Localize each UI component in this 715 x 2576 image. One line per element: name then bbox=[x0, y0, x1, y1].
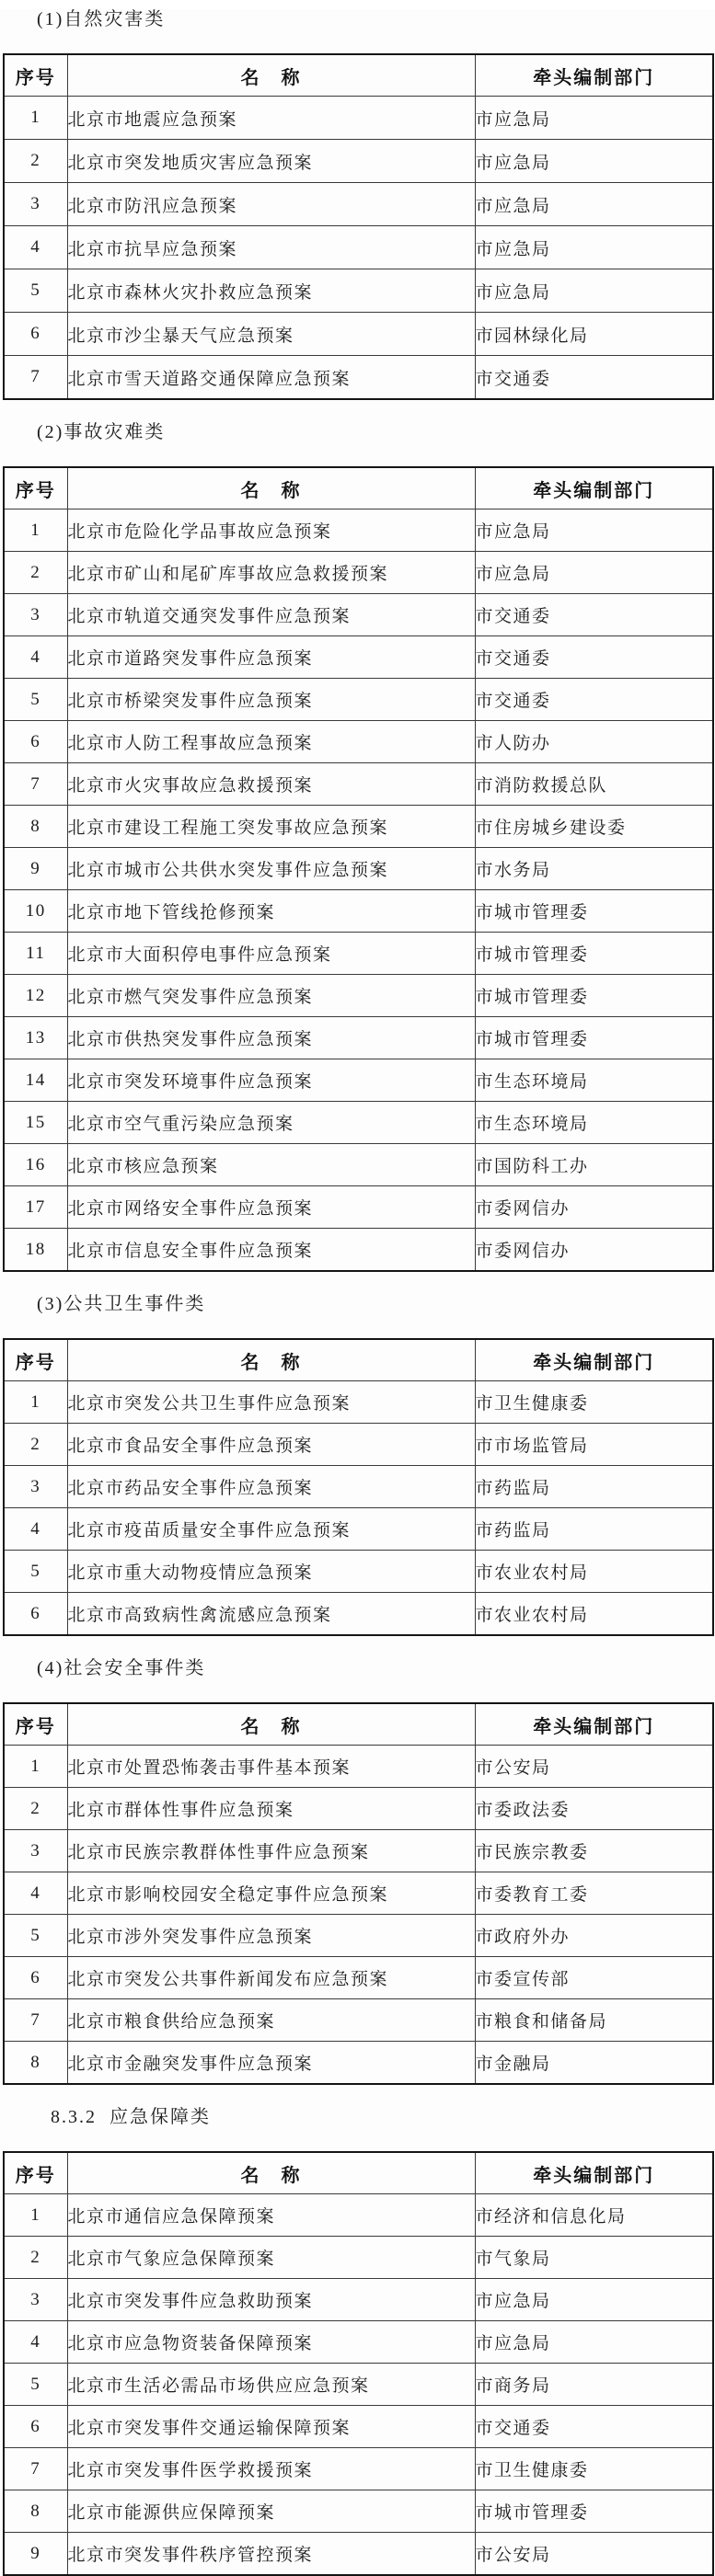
cell-plan-name: 北京市人防工程事故应急预案 bbox=[67, 721, 475, 763]
table-row bbox=[4, 2279, 713, 2321]
cell-department: 市委宣传部 bbox=[475, 1957, 713, 1999]
cell-plan-name: 北京市危险化学品事故应急预案 bbox=[67, 509, 475, 552]
section bbox=[0, 422, 715, 1272]
col-header-index: 序号 bbox=[4, 1703, 67, 1746]
cell-plan-name: 北京市生活必需品市场供应应急预案 bbox=[67, 2364, 475, 2406]
cell-index: 4 bbox=[4, 636, 67, 679]
table-row bbox=[4, 313, 713, 356]
table-header-row bbox=[4, 1703, 713, 1746]
cell-index: 6 bbox=[4, 721, 67, 763]
cell-plan-name: 北京市信息安全事件应急预案 bbox=[67, 1229, 475, 1272]
cell-plan-name: 北京市燃气突发事件应急预案 bbox=[67, 975, 475, 1017]
cell-plan-name: 北京市影响校园安全稳定事件应急预案 bbox=[67, 1872, 475, 1915]
cell-department: 市公安局 bbox=[475, 1746, 713, 1788]
cell-department: 市气象局 bbox=[475, 2237, 713, 2279]
cell-department: 市交通委 bbox=[475, 636, 713, 679]
cell-index: 1 bbox=[4, 97, 67, 140]
col-header-department: 牵头编制部门 bbox=[475, 1339, 713, 1381]
cell-plan-name: 北京市抗旱应急预案 bbox=[67, 226, 475, 269]
col-header-name: 名 称 bbox=[67, 467, 475, 509]
cell-index: 6 bbox=[4, 2406, 67, 2448]
cell-department: 市应急局 bbox=[475, 552, 713, 594]
cell-department: 市应急局 bbox=[475, 2279, 713, 2321]
cell-plan-name: 北京市大面积停电事件应急预案 bbox=[67, 933, 475, 975]
table-row bbox=[4, 97, 713, 140]
cell-department: 市民族宗教委 bbox=[475, 1830, 713, 1872]
cell-department: 市市场监管局 bbox=[475, 1424, 713, 1466]
cell-index: 5 bbox=[4, 1915, 67, 1957]
cell-department: 市公安局 bbox=[475, 2533, 713, 2576]
table-row bbox=[4, 1872, 713, 1915]
cell-index: 2 bbox=[4, 1788, 67, 1830]
table-row bbox=[4, 1144, 713, 1186]
table-row bbox=[4, 1059, 713, 1102]
cell-index: 12 bbox=[4, 975, 67, 1017]
cell-index: 5 bbox=[4, 1551, 67, 1593]
cell-plan-name: 北京市桥梁突发事件应急预案 bbox=[67, 679, 475, 721]
cell-plan-name: 北京市民族宗教群体性事件应急预案 bbox=[67, 1830, 475, 1872]
cell-index: 6 bbox=[4, 313, 67, 356]
cell-index: 1 bbox=[4, 1381, 67, 1424]
section-title: (2)事故灾难类 bbox=[37, 422, 166, 442]
cell-plan-name: 北京市森林火灾扑救应急预案 bbox=[67, 269, 475, 313]
cell-department: 市应急局 bbox=[475, 97, 713, 140]
cell-plan-name: 北京市道路突发事件应急预案 bbox=[67, 636, 475, 679]
cell-department: 市水务局 bbox=[475, 848, 713, 890]
cell-plan-name: 北京市建设工程施工突发事故应急预案 bbox=[67, 806, 475, 848]
col-header-name: 名 称 bbox=[67, 1703, 475, 1746]
cell-department: 市交通委 bbox=[475, 356, 713, 400]
table-row bbox=[4, 1551, 713, 1593]
cell-index: 6 bbox=[4, 1957, 67, 1999]
cell-plan-name: 北京市网络安全事件应急预案 bbox=[67, 1186, 475, 1229]
cell-index: 8 bbox=[4, 2490, 67, 2533]
table-row bbox=[4, 1915, 713, 1957]
cell-department: 市人防办 bbox=[475, 721, 713, 763]
cell-department: 市生态环境局 bbox=[475, 1059, 713, 1102]
table-row bbox=[4, 552, 713, 594]
table-row bbox=[4, 721, 713, 763]
cell-department: 市城市管理委 bbox=[475, 975, 713, 1017]
cell-index: 2 bbox=[4, 1424, 67, 1466]
table-row bbox=[4, 1830, 713, 1872]
cell-department: 市城市管理委 bbox=[475, 890, 713, 933]
table-row bbox=[4, 763, 713, 806]
cell-index: 8 bbox=[4, 2042, 67, 2085]
cell-department: 市农业农村局 bbox=[475, 1551, 713, 1593]
cell-index: 2 bbox=[4, 552, 67, 594]
table-row bbox=[4, 1186, 713, 1229]
cell-plan-name: 北京市地下管线抢修预案 bbox=[67, 890, 475, 933]
cell-department: 市卫生健康委 bbox=[475, 1381, 713, 1424]
cell-index: 5 bbox=[4, 2364, 67, 2406]
table-row bbox=[4, 636, 713, 679]
cell-plan-name: 北京市处置恐怖袭击事件基本预案 bbox=[67, 1746, 475, 1788]
table-row bbox=[4, 2490, 713, 2533]
cell-plan-name: 北京市高致病性禽流感应急预案 bbox=[67, 1593, 475, 1636]
section-title: 8.3.2 应急保障类 bbox=[51, 2107, 211, 2127]
cell-index: 11 bbox=[4, 933, 67, 975]
cell-index: 3 bbox=[4, 2279, 67, 2321]
cell-department: 市国防科工办 bbox=[475, 1144, 713, 1186]
cell-plan-name: 北京市应急物资装备保障预案 bbox=[67, 2321, 475, 2364]
cell-index: 14 bbox=[4, 1059, 67, 1102]
table-row bbox=[4, 183, 713, 226]
cell-department: 市应急局 bbox=[475, 140, 713, 183]
cell-plan-name: 北京市突发事件秩序管控预案 bbox=[67, 2533, 475, 2576]
cell-department: 市交通委 bbox=[475, 594, 713, 636]
table-row bbox=[4, 1746, 713, 1788]
col-header-index: 序号 bbox=[4, 54, 67, 97]
table-row bbox=[4, 890, 713, 933]
cell-index: 4 bbox=[4, 1508, 67, 1551]
cell-plan-name: 北京市重大动物疫情应急预案 bbox=[67, 1551, 475, 1593]
table-header-row bbox=[4, 467, 713, 509]
table-row bbox=[4, 509, 713, 552]
table-row bbox=[4, 2237, 713, 2279]
table-row bbox=[4, 140, 713, 183]
cell-index: 6 bbox=[4, 1593, 67, 1636]
cell-department: 市经济和信息化局 bbox=[475, 2194, 713, 2237]
cell-plan-name: 北京市通信应急保障预案 bbox=[67, 2194, 475, 2237]
cell-plan-name: 北京市疫苗质量安全事件应急预案 bbox=[67, 1508, 475, 1551]
col-header-name: 名 称 bbox=[67, 1339, 475, 1381]
table-row bbox=[4, 2042, 713, 2085]
document-page bbox=[0, 9, 715, 2565]
table-row bbox=[4, 848, 713, 890]
cell-index: 18 bbox=[4, 1229, 67, 1272]
table-row bbox=[4, 1999, 713, 2042]
table-header-row bbox=[4, 1339, 713, 1381]
plans-table bbox=[3, 466, 714, 1272]
table-row bbox=[4, 1466, 713, 1508]
section bbox=[0, 9, 715, 400]
table-row bbox=[4, 2448, 713, 2490]
cell-index: 4 bbox=[4, 1872, 67, 1915]
table-row bbox=[4, 1229, 713, 1272]
cell-index: 7 bbox=[4, 356, 67, 400]
cell-plan-name: 北京市突发地质灾害应急预案 bbox=[67, 140, 475, 183]
cell-department: 市委网信办 bbox=[475, 1186, 713, 1229]
cell-department: 市园林绿化局 bbox=[475, 313, 713, 356]
table-row bbox=[4, 933, 713, 975]
cell-index: 4 bbox=[4, 226, 67, 269]
cell-index: 5 bbox=[4, 679, 67, 721]
cell-plan-name: 北京市食品安全事件应急预案 bbox=[67, 1424, 475, 1466]
cell-department: 市委教育工委 bbox=[475, 1872, 713, 1915]
plans-table bbox=[3, 1338, 714, 1636]
cell-index: 9 bbox=[4, 848, 67, 890]
cell-index: 3 bbox=[4, 183, 67, 226]
table-row bbox=[4, 806, 713, 848]
cell-index: 3 bbox=[4, 594, 67, 636]
cell-department: 市金融局 bbox=[475, 2042, 713, 2085]
cell-plan-name: 北京市群体性事件应急预案 bbox=[67, 1788, 475, 1830]
cell-index: 7 bbox=[4, 763, 67, 806]
cell-department: 市城市管理委 bbox=[475, 1017, 713, 1059]
table-row bbox=[4, 356, 713, 400]
cell-index: 3 bbox=[4, 1830, 67, 1872]
cell-department: 市城市管理委 bbox=[475, 933, 713, 975]
cell-plan-name: 北京市空气重污染应急预案 bbox=[67, 1102, 475, 1144]
table-row bbox=[4, 1017, 713, 1059]
cell-index: 4 bbox=[4, 2321, 67, 2364]
section-title: (1)自然灾害类 bbox=[37, 9, 166, 29]
cell-index: 16 bbox=[4, 1144, 67, 1186]
col-header-department: 牵头编制部门 bbox=[475, 1703, 713, 1746]
cell-index: 1 bbox=[4, 509, 67, 552]
table-row bbox=[4, 1957, 713, 1999]
col-header-department: 牵头编制部门 bbox=[475, 467, 713, 509]
cell-department: 市城市管理委 bbox=[475, 2490, 713, 2533]
cell-index: 1 bbox=[4, 1746, 67, 1788]
cell-index: 9 bbox=[4, 2533, 67, 2576]
cell-department: 市政府外办 bbox=[475, 1915, 713, 1957]
cell-plan-name: 北京市城市公共供水突发事件应急预案 bbox=[67, 848, 475, 890]
cell-index: 15 bbox=[4, 1102, 67, 1144]
col-header-index: 序号 bbox=[4, 467, 67, 509]
cell-department: 市住房城乡建设委 bbox=[475, 806, 713, 848]
cell-plan-name: 北京市药品安全事件应急预案 bbox=[67, 1466, 475, 1508]
cell-department: 市应急局 bbox=[475, 183, 713, 226]
cell-index: 7 bbox=[4, 2448, 67, 2490]
cell-plan-name: 北京市突发事件应急救助预案 bbox=[67, 2279, 475, 2321]
cell-department: 市粮食和储备局 bbox=[475, 1999, 713, 2042]
plans-table bbox=[3, 1702, 714, 2085]
cell-department: 市卫生健康委 bbox=[475, 2448, 713, 2490]
cell-plan-name: 北京市突发事件医学救援预案 bbox=[67, 2448, 475, 2490]
cell-index: 1 bbox=[4, 2194, 67, 2237]
cell-plan-name: 北京市突发公共事件新闻发布应急预案 bbox=[67, 1957, 475, 1999]
cell-department: 市交通委 bbox=[475, 679, 713, 721]
table-row bbox=[4, 2406, 713, 2448]
col-header-index: 序号 bbox=[4, 2152, 67, 2194]
table-row bbox=[4, 2321, 713, 2364]
cell-plan-name: 北京市雪天道路交通保障应急预案 bbox=[67, 356, 475, 400]
sections-container bbox=[0, 9, 715, 2576]
cell-department: 市委政法委 bbox=[475, 1788, 713, 1830]
plans-table bbox=[3, 53, 714, 400]
cell-plan-name: 北京市供热突发事件应急预案 bbox=[67, 1017, 475, 1059]
cell-department: 市交通委 bbox=[475, 2406, 713, 2448]
table-row bbox=[4, 1424, 713, 1466]
section bbox=[0, 2107, 715, 2576]
cell-department: 市生态环境局 bbox=[475, 1102, 713, 1144]
table-header-row bbox=[4, 54, 713, 97]
table-row bbox=[4, 2533, 713, 2576]
cell-department: 市应急局 bbox=[475, 509, 713, 552]
cell-index: 2 bbox=[4, 140, 67, 183]
cell-index: 8 bbox=[4, 806, 67, 848]
cell-plan-name: 北京市气象应急保障预案 bbox=[67, 2237, 475, 2279]
cell-plan-name: 北京市涉外突发事件应急预案 bbox=[67, 1915, 475, 1957]
section bbox=[0, 1658, 715, 2085]
cell-department: 市药监局 bbox=[475, 1466, 713, 1508]
cell-plan-name: 北京市突发事件交通运输保障预案 bbox=[67, 2406, 475, 2448]
cell-department: 市农业农村局 bbox=[475, 1593, 713, 1636]
cell-plan-name: 北京市核应急预案 bbox=[67, 1144, 475, 1186]
cell-plan-name: 北京市突发公共卫生事件应急预案 bbox=[67, 1381, 475, 1424]
cell-plan-name: 北京市沙尘暴天气应急预案 bbox=[67, 313, 475, 356]
cell-plan-name: 北京市突发环境事件应急预案 bbox=[67, 1059, 475, 1102]
col-header-department: 牵头编制部门 bbox=[475, 2152, 713, 2194]
cell-plan-name: 北京市矿山和尾矿库事故应急救援预案 bbox=[67, 552, 475, 594]
section-title: (4)社会安全事件类 bbox=[37, 1658, 206, 1678]
cell-index: 10 bbox=[4, 890, 67, 933]
table-row bbox=[4, 975, 713, 1017]
cell-index: 13 bbox=[4, 1017, 67, 1059]
table-row bbox=[4, 679, 713, 721]
cell-index: 17 bbox=[4, 1186, 67, 1229]
table-row bbox=[4, 269, 713, 313]
table-row bbox=[4, 2194, 713, 2237]
cell-department: 市药监局 bbox=[475, 1508, 713, 1551]
table-row bbox=[4, 2364, 713, 2406]
col-header-department: 牵头编制部门 bbox=[475, 54, 713, 97]
section bbox=[0, 1294, 715, 1636]
table-row bbox=[4, 594, 713, 636]
table-row bbox=[4, 1381, 713, 1424]
table-row bbox=[4, 1102, 713, 1144]
cell-department: 市委网信办 bbox=[475, 1229, 713, 1272]
table-row bbox=[4, 226, 713, 269]
cell-department: 市应急局 bbox=[475, 269, 713, 313]
cell-plan-name: 北京市粮食供给应急预案 bbox=[67, 1999, 475, 2042]
table-row bbox=[4, 1593, 713, 1636]
cell-index: 7 bbox=[4, 1999, 67, 2042]
cell-index: 3 bbox=[4, 1466, 67, 1508]
table-row bbox=[4, 1508, 713, 1551]
cell-department: 市消防救援总队 bbox=[475, 763, 713, 806]
cell-index: 2 bbox=[4, 2237, 67, 2279]
section-title: (3)公共卫生事件类 bbox=[37, 1294, 206, 1314]
table-row bbox=[4, 1788, 713, 1830]
cell-plan-name: 北京市地震应急预案 bbox=[67, 97, 475, 140]
cell-index: 5 bbox=[4, 269, 67, 313]
col-header-index: 序号 bbox=[4, 1339, 67, 1381]
plans-table bbox=[3, 2151, 714, 2576]
cell-department: 市商务局 bbox=[475, 2364, 713, 2406]
cell-department: 市应急局 bbox=[475, 2321, 713, 2364]
cell-plan-name: 北京市火灾事故应急救援预案 bbox=[67, 763, 475, 806]
cell-plan-name: 北京市轨道交通突发事件应急预案 bbox=[67, 594, 475, 636]
cell-department: 市应急局 bbox=[475, 226, 713, 269]
cell-plan-name: 北京市防汛应急预案 bbox=[67, 183, 475, 226]
col-header-name: 名 称 bbox=[67, 2152, 475, 2194]
cell-plan-name: 北京市金融突发事件应急预案 bbox=[67, 2042, 475, 2085]
table-header-row bbox=[4, 2152, 713, 2194]
col-header-name: 名 称 bbox=[67, 54, 475, 97]
cell-plan-name: 北京市能源供应保障预案 bbox=[67, 2490, 475, 2533]
